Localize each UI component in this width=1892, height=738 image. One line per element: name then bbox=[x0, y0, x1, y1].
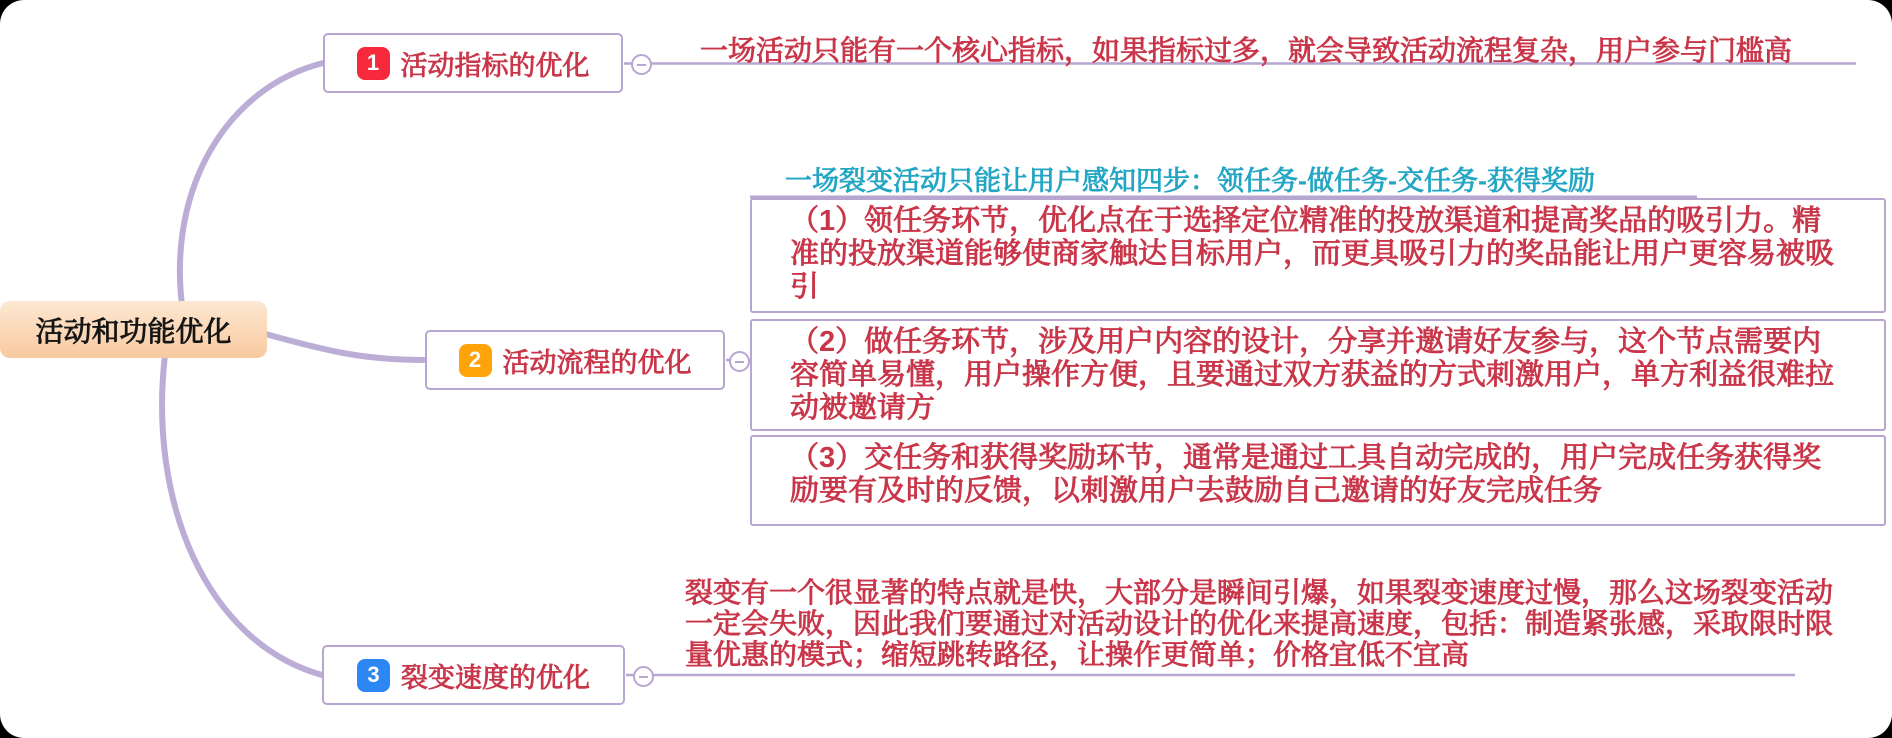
topic-activity-flow-optimization[interactable] bbox=[425, 330, 725, 390]
collapse-minus-button[interactable] bbox=[633, 666, 654, 687]
note-topic-speed[interactable]: 裂变有一个很显著的特点就是快，大部分是瞬间引爆，如果裂变速度过慢，那么这场裂变活动一定会失败，因此我们要通过对活动设计的优化来提高速度，包括：制造紧张感，采取限时限量优惠的模式；缩短跳转路径，让操作更简单；价格宜低不宜高 bbox=[685, 577, 1834, 670]
note-topic-four-steps-heading[interactable]: 一场裂变活动只能让用户感知四步：领任务-做任务-交任务-获得奖励 bbox=[785, 166, 1595, 196]
topic-label: 活动流程的优化 bbox=[502, 347, 692, 378]
topic-label: 活动指标的优化 bbox=[400, 50, 590, 81]
collapse-minus-button[interactable] bbox=[729, 351, 750, 372]
subtopic-step-2-do-task[interactable]: （2）做任务环节，涉及用户内容的设计，分享并邀请好友参与，这个节点需要内容简单易懂，用户操作方便，且要通过双方获益的方式刺激用户，单方利益很难拉动被邀请方 bbox=[750, 319, 1886, 431]
collapse-minus-button[interactable] bbox=[631, 54, 652, 75]
priority-2-badge-icon: 2 bbox=[459, 344, 492, 377]
topic-label: 裂变速度的优化 bbox=[401, 662, 590, 693]
priority-1-badge-icon: 1 bbox=[357, 47, 390, 80]
root-topic[interactable]: 活动和功能优化 bbox=[0, 301, 267, 358]
note-topic-metric[interactable]: 一场活动只能有一个核心指标，如果指标过多，就会导致活动流程复杂，用户参与门槛高 bbox=[700, 35, 1793, 66]
subtopic-step-1-claim-task[interactable]: （1）领任务环节，优化点在于选择定位精准的投放渠道和提高奖品的吸引力。精准的投放渠道能够使商家触达目标用户，而更具吸引力的奖品能让用户更容易被吸引 bbox=[750, 198, 1886, 313]
topic-fission-speed-optimization[interactable] bbox=[322, 645, 625, 705]
topic-activity-metric-optimization[interactable] bbox=[323, 33, 623, 93]
priority-3-badge-icon: 3 bbox=[357, 659, 390, 692]
subtopic-step-3-submit-task-reward[interactable]: （3）交任务和获得奖励环节，通常是通过工具自动完成的，用户完成任务获得奖励要有及时的反馈，以刺激用户去鼓励自己邀请的好友完成任务 bbox=[750, 435, 1886, 526]
